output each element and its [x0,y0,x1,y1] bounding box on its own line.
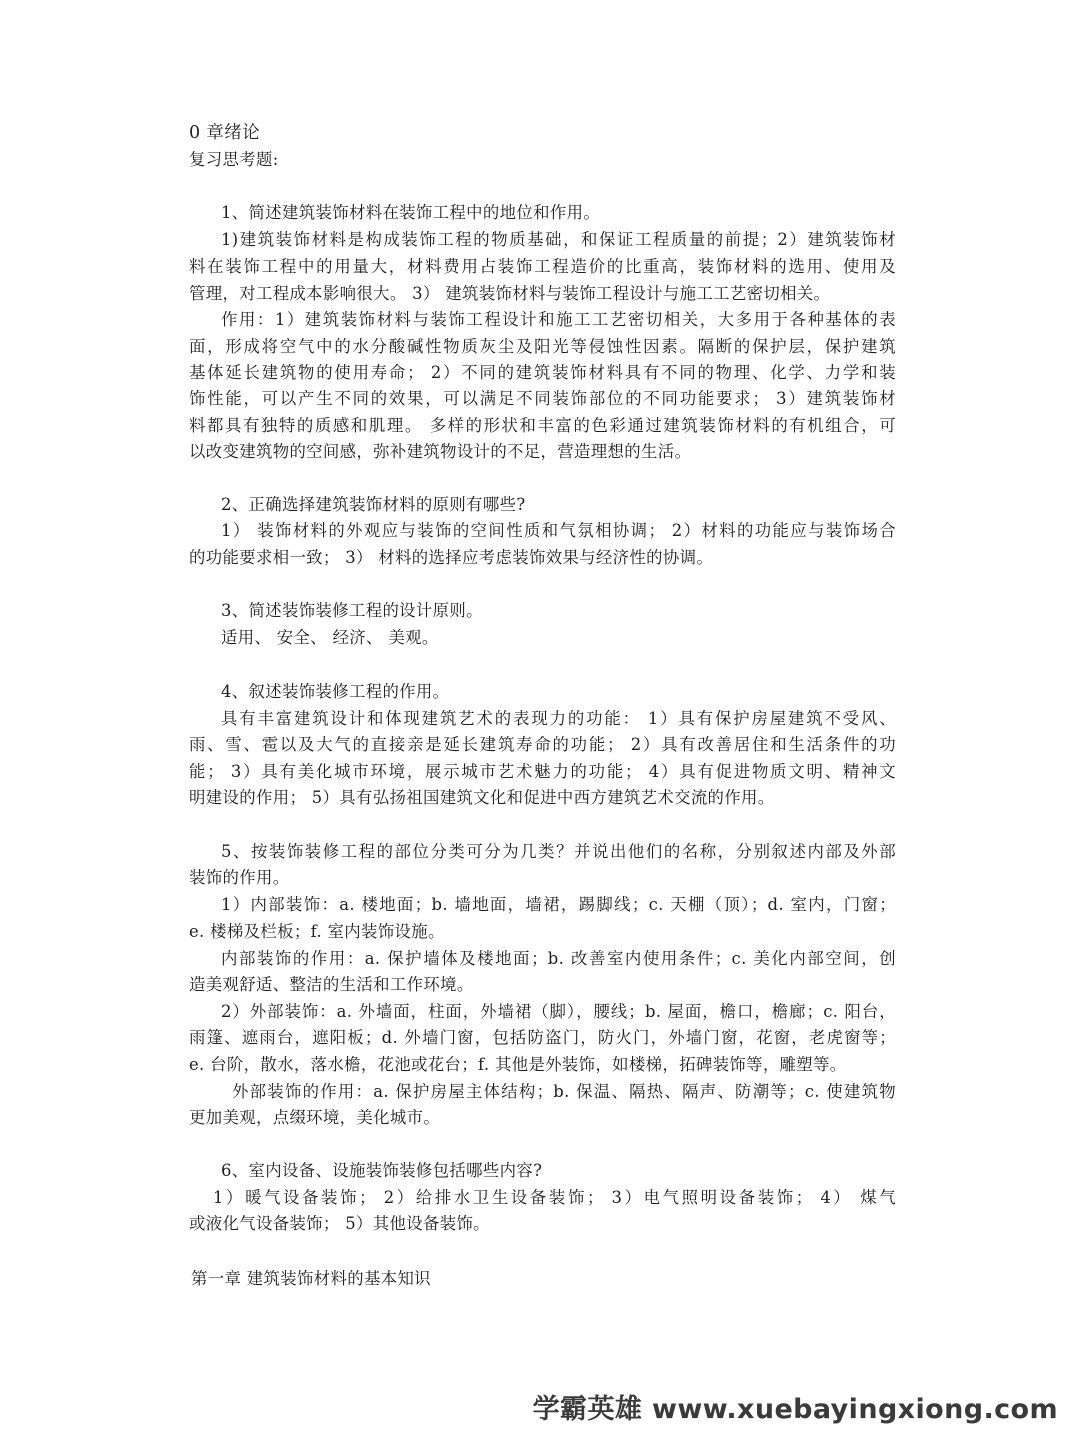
q1-answer-line: 1)建筑装饰材料是构成装饰工程的物质基础，和保证工程质量的前提；2）建筑装饰材 [221,230,896,249]
q1-answer-line: 管理，对工程成本影响很大。 3） 建筑装饰材料与装饰工程设计与施工工艺密切相关。 [189,284,831,303]
q4-answer-line: 能； 3）具有美化城市环境，展示城市艺术魅力的功能； 4）具有促进物质文明、精神文 [189,762,896,781]
q3-question: 3、简述装饰装修工程的设计原则。 [221,601,483,620]
q1-role-line: 作用：1）建筑装饰材料与装饰工程设计和施工工艺密切相关，大多用于各种基体的表 [221,310,896,329]
q4-answer-line: 雨、雪、雹以及大气的直接亲是延长建筑寿命的功能； 2）具有改善居住和生活条件的功 [189,735,896,754]
q5-interior-role-line: 内部装饰的作用：a. 保护墙体及楼地面；b. 改善室内使用条件；c. 美化内部空间，创 [221,949,896,968]
q1-role-line: 以改变建筑物的空间感，弥补建筑物设计的不足，营造理想的生活。 [189,442,692,461]
q4-question: 4、叙述装饰装修工程的作用。 [221,682,450,701]
q6-answer-line: 或液化气设备装饰； 5）其他设备装饰。 [189,1214,490,1233]
q5-exterior-line: e. 台阶，散水，落水檐，花池或花台；f. 其他是外装饰，如楼梯，拓碑装饰等，雕塑等。 [189,1055,847,1074]
q5-exterior-line: 雨篷、遮雨台，遮阳板；d. 外墙门窗，包括防盗门，防火门，外墙门窗，花窗，老虎窗等； [189,1028,896,1047]
q2-question: 2、正确选择建筑装饰材料的原则有哪些? [221,495,526,514]
q5-exterior-role-line: 外部装饰的作用：a. 保护房屋主体结构；b. 保温、隔热、隔声、防潮等；c. 使建筑物 [232,1082,896,1101]
q5-question-line: 装饰的作用。 [189,868,290,887]
q5-interior-line: e. 楼梯及栏板；f. 室内装饰设施。 [189,922,445,941]
site-watermark: 学霸英雄 www.xuebayingxiong.com [532,1394,1058,1425]
q5-exterior-role-line: 更加美观，点缀环境，美化城市。 [189,1108,441,1127]
q1-role-line: 料都具有独特的质感和肌理。 多样的形状和丰富的色彩通过建筑装饰材料的有机组合，可 [189,416,896,435]
q4-answer-line: 明建设的作用； 5）具有弘扬祖国建筑文化和促进中西方建筑艺术交流的作用。 [189,788,775,807]
next-chapter-title: 第一章 建筑装饰材料的基本知识 [191,1269,431,1288]
q1-role-line: 饰性能，可以产生不同的效果，可以满足不同装饰部位的不同功能要求； 3）建筑装饰材 [189,389,896,408]
q1-answer-line: 料在装饰工程中的用量大，材料费用占装饰工程造价的比重高，装饰材料的选用、使用及 [189,257,896,276]
q3-answer: 适用、 安全、 经济、 美观。 [221,628,439,647]
chapter-title: 0 章绪论 [189,123,260,143]
q6-answer-line: 1）暖气设备装饰； 2）给排水卫生设备装饰； 3）电气照明设备装饰； 4） 煤气 [213,1188,896,1207]
q5-exterior-line: 2）外部装饰：a. 外墙面，柱面，外墙裙（脚），腰线；b. 屋面，檐口，檐廊；c. 阳台， [221,1002,896,1021]
q6-question: 6、室内设备、设施装饰装修包括哪些内容? [221,1161,543,1180]
q2-answer-line: 的功能要求相一致； 3） 材料的选择应考虑装饰效果与经济性的协调。 [189,548,714,567]
q2-answer-line: 1） 装饰材料的外观应与装饰的空间性质和气氛相协调； 2）材料的功能应与装饰场合 [221,521,896,540]
q1-role-line: 面，形成将空气中的水分酸碱性物质灰尘及阳光等侵蚀性因素。隔断的保护层，保护建筑 [189,337,896,356]
q5-interior-role-line: 造美观舒适、整洁的生活和工作环境。 [189,975,474,994]
q5-interior-line: 1）内部装饰：a. 楼地面；b. 墙地面，墙裙，踢脚线；c. 天棚（顶）；d. 室内，门窗； [221,895,896,914]
q1-role-line: 基体延长建筑物的使用寿命； 2）不同的建筑装饰材料具有不同的物理、化学、力学和装 [189,363,896,382]
review-heading: 复习思考题: [189,150,279,169]
q4-answer-line: 具有丰富建筑设计和体现建筑艺术的表现力的功能： 1）具有保护房屋建筑不受风、 [221,709,896,728]
q1-question: 1、简述建筑装饰材料在装饰工程中的地位和作用。 [221,203,601,222]
q5-question-line: 5、按装饰装修工程的部位分类可分为几类？并说出他们的名称，分别叙述内部及外部 [221,842,896,861]
